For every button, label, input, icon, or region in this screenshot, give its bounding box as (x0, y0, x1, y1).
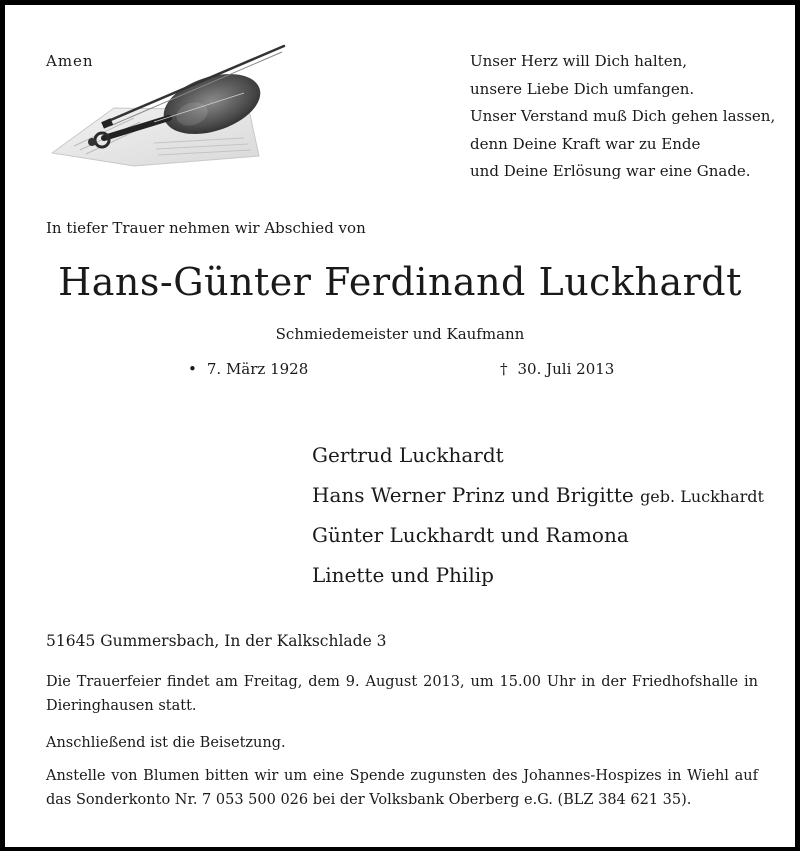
cross-symbol: † (500, 360, 508, 378)
poem-line: Unser Verstand muß Dich gehen lassen, (470, 107, 776, 125)
address: 51645 Gummersbach, In der Kalkschlade 3 (46, 632, 387, 650)
donation-info: Anstelle von Blumen bitten wir um eine Spende zugunsten des Johannes-Hospizes in Wiehl auf das Sonderkonto Nr. 7 053 500 026 bei der Volksbank Oberberg e.G. (BLZ 384 621 35). (46, 768, 758, 808)
family-member: Günter Luckhardt und Ramona (312, 523, 629, 547)
burial-info: Anschließend ist die Beisetzung. (46, 735, 286, 751)
amen-heading: Amen (46, 52, 94, 70)
poem (470, 48, 775, 186)
birth-date (188, 360, 308, 378)
funeral-info: Die Trauerfeier findet am Freitag, dem 9. August 2013, um 15.00 Uhr in der Friedhofshalle in Dieringhausen statt. (46, 674, 758, 714)
family-member: Hans Werner Prinz und Brigitte geb. Luckhardt (312, 482, 764, 507)
poem-line: Unser Herz will Dich halten, (470, 52, 688, 70)
family-member: Gertrud Luckhardt (312, 443, 504, 467)
death-date (500, 360, 614, 378)
poem-line: unsere Liebe Dich umfangen. (470, 79, 695, 98)
birth-symbol: • (188, 360, 197, 378)
birth-date-text: 7. März 1928 (206, 360, 309, 378)
occupation: Schmiedemeister und Kaufmann (275, 325, 525, 343)
family-member: Linette und Philip (312, 562, 494, 587)
death-date-text: 30. Juli 2013 (517, 360, 615, 378)
intro-text: In tiefer Trauer nehmen wir Abschied von (46, 219, 366, 237)
deceased-name: Hans-Günter Ferdinand Luckhardt (58, 260, 742, 304)
poem-line: denn Deine Kraft war zu Ende (470, 134, 701, 153)
poem-line: und Deine Erlösung war eine Gnade. (470, 162, 751, 180)
violin-illustration (44, 38, 292, 168)
family-list (312, 436, 764, 595)
